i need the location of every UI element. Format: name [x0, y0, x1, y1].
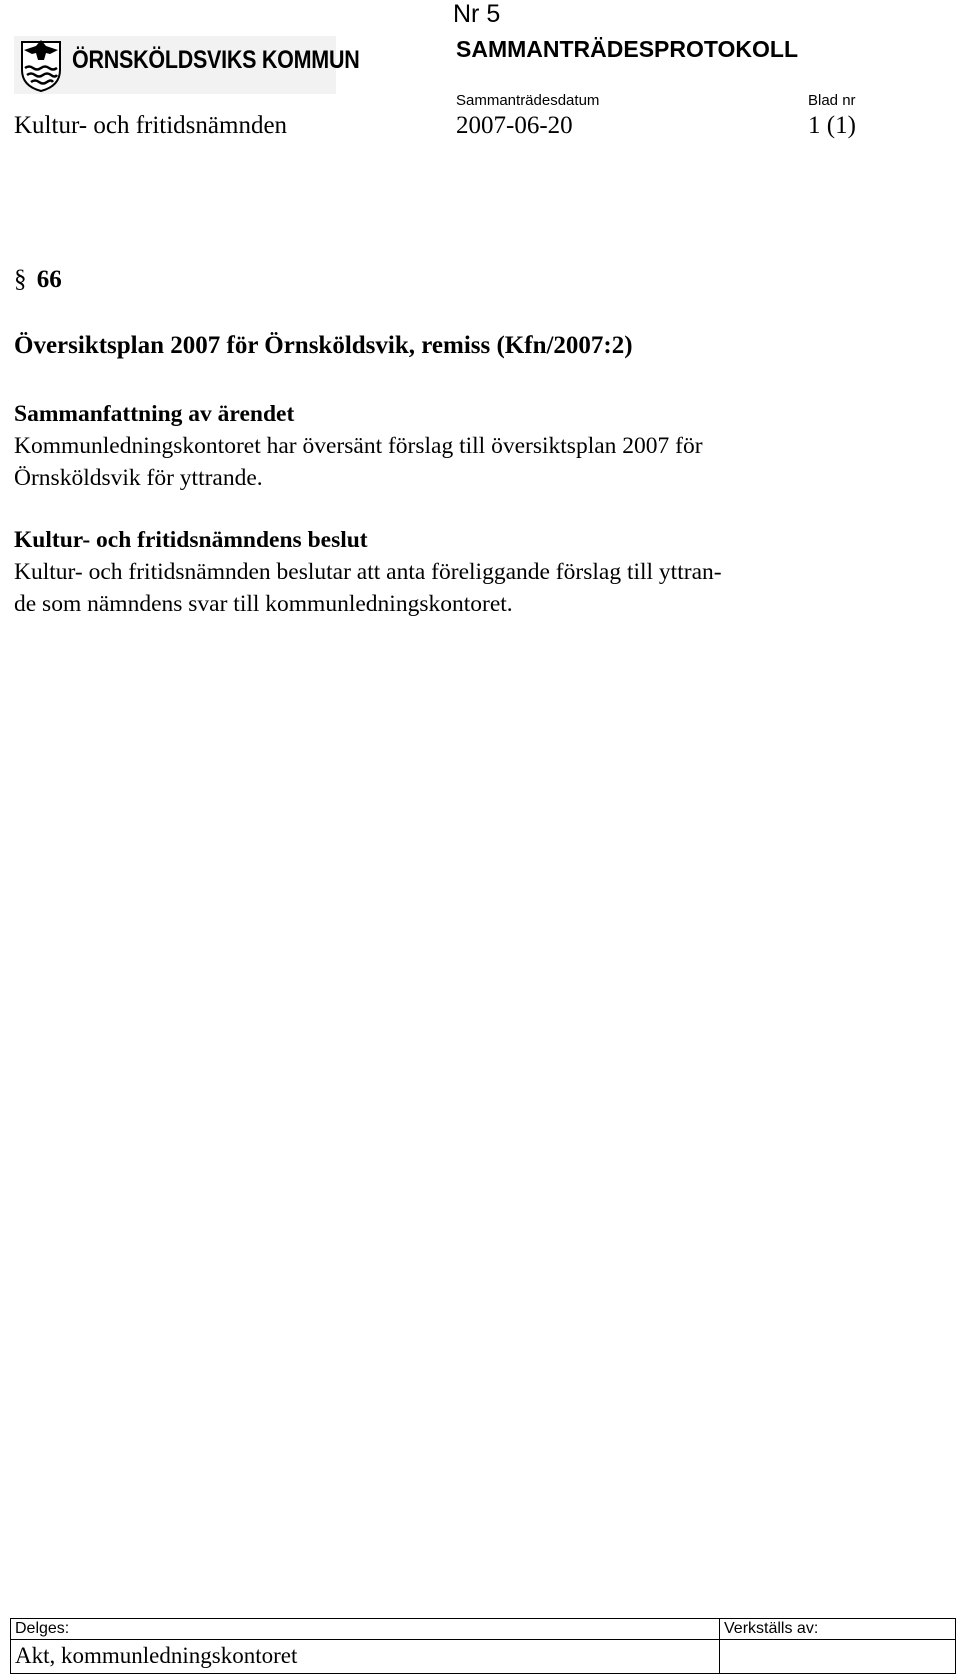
date-label: Sammanträdesdatum: [456, 92, 600, 109]
decision-section: [14, 524, 944, 620]
decision-line: Kultur- och fritidsnämnden beslutar att anta föreliggande förslag till yttran-: [14, 559, 722, 585]
distribution-table: [10, 1618, 956, 1674]
logo-wordmark: ÖRNSKÖLDSVIKS KOMMUN: [72, 46, 360, 74]
paragraph-number: [14, 266, 62, 294]
committee-name: Kultur- och fritidsnämnden: [14, 112, 288, 139]
distribution-label: Delges:: [15, 1620, 70, 1637]
page-label: Blad nr: [808, 92, 856, 109]
document-title: SAMMANTRÄDESPROTOKOLL: [456, 36, 799, 62]
table-divider-horizontal: [11, 1639, 955, 1640]
summary-line: Örnsköldsvik för yttrande.: [14, 465, 263, 491]
municipality-logo: [14, 36, 360, 94]
item-title: Översiktsplan 2007 för Örnsköldsvik, remiss (Kfn/2007:2): [14, 332, 633, 359]
paragraph-number-value: 66: [36, 266, 62, 293]
distribution-value: Akt, kommunledningskontoret: [15, 1643, 298, 1668]
decision-line: de som nämndens svar till kommunledningskontoret.: [14, 591, 513, 617]
summary-line: Kommunledningskontoret har översänt förslag till översiktsplan 2007 för: [14, 433, 703, 459]
decision-heading: Kultur- och fritidsnämndens beslut: [14, 527, 368, 553]
summary-heading: Sammanfattning av ärendet: [14, 401, 295, 427]
table-divider-vertical: [719, 1619, 720, 1673]
section-sign-icon: §: [14, 266, 27, 293]
executed-by-label: Verkställs av:: [724, 1620, 819, 1637]
protocol-number: Nr 5: [453, 0, 501, 28]
page-number: 1 (1): [808, 112, 856, 139]
summary-section: [14, 398, 944, 494]
meeting-date: 2007-06-20: [456, 112, 573, 139]
